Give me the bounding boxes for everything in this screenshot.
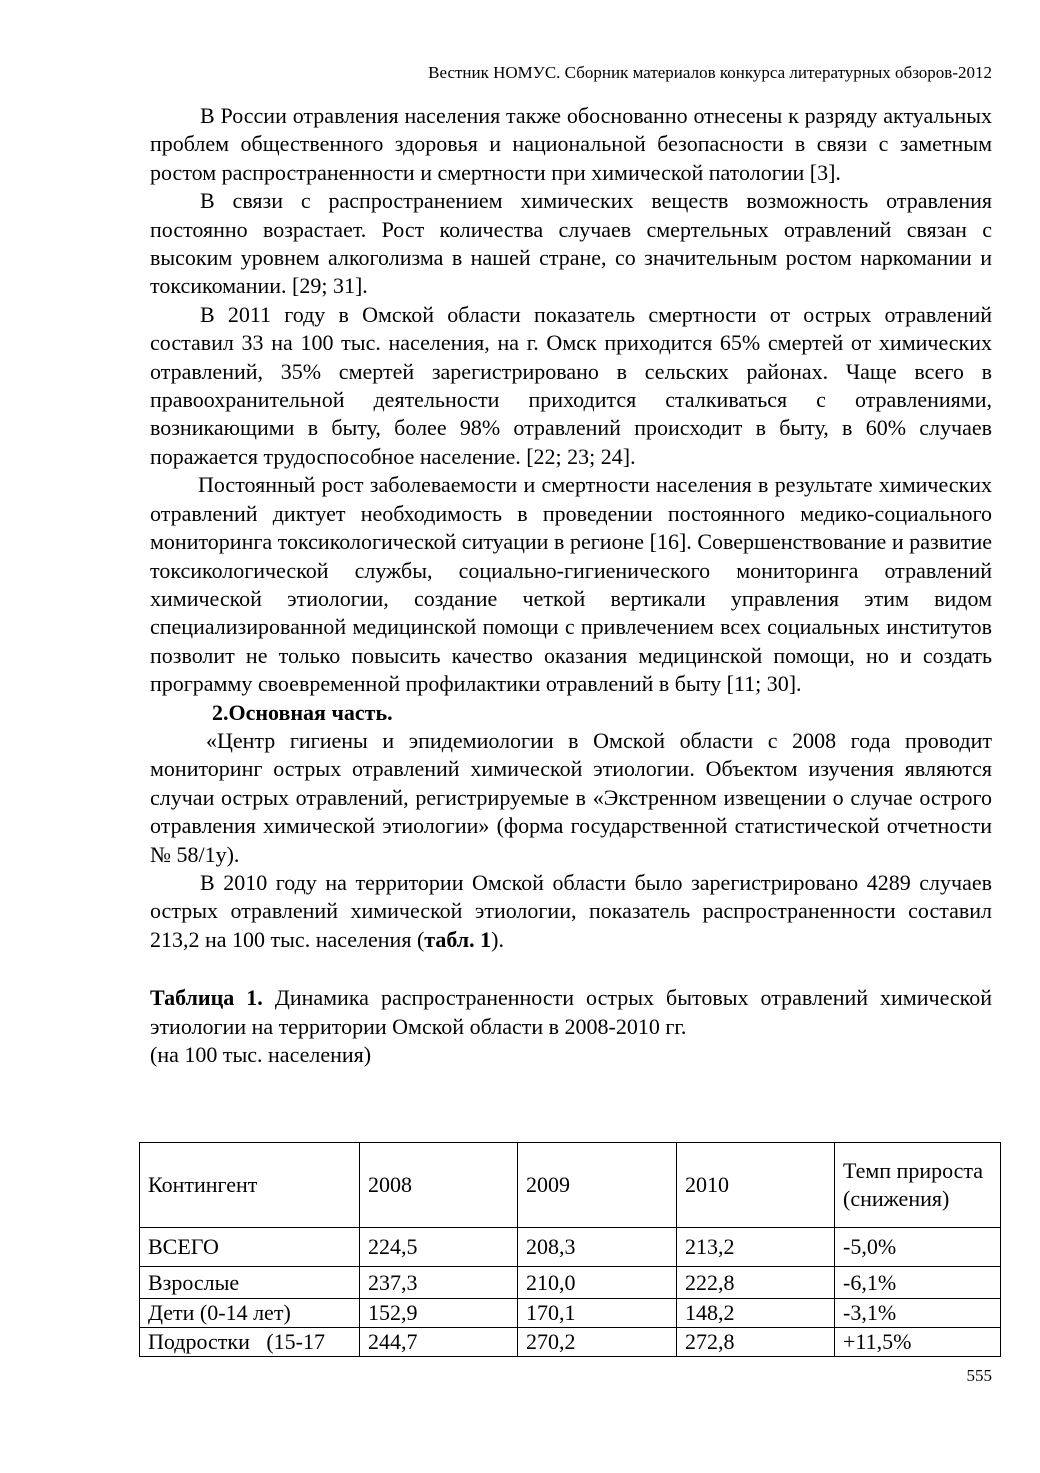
cell: 237,3 [360,1267,518,1299]
paragraph-tail: ). [491,926,504,952]
body-text [150,102,992,1069]
cell: 222,8 [677,1267,835,1299]
table-row [140,1267,1001,1299]
header-cell: 2010 [677,1143,835,1228]
running-header: Вестник НОМУС. Сборник материалов конкурса литературных обзоров-2012 [428,63,992,82]
table-reference: табл. 1 [424,926,492,952]
table-caption-text: Динамика распространенности острых бытовых отравлений химической этиологии на территории Омской области в 2008-2010 гг. [150,985,992,1039]
paragraph: В 2011 году в Омской области показатель смертности от острых отравлений составил 33 на 100 тыс. населения, на г. Омск приходится 65% смертей от химических отравлений, 35% смертей зарегистрировано в сельских районах. Чаще всего в правоохранительной деятельности приходится сталкиваться с отравлениями, возникающими в быту, более 98% отравлений происходит в быту, в 60% случаев поражается трудоспособное население. [22; 23; 24]. [150,301,992,469]
table-unit-note: (на 100 тыс. населения) [150,1042,372,1067]
paragraph [150,869,992,954]
cell: 148,2 [677,1299,835,1328]
cell: 244,7 [360,1328,518,1357]
header-cell: 2008 [360,1143,518,1228]
cell: 170,1 [518,1299,677,1328]
paragraph: «Центр гигиены и эпидемиологии в Омской области с 2008 года проводит мониторинг острых отравлений химической этиологии. Объектом изучения являются случаи острых отравлений, регистрируемые в «Экстренном извещении о случае острого отравления химической этиологии» (форма государственной статистической отчетности № 58/1у). [150,727,992,867]
cell: Взрослые [140,1267,360,1299]
cell: 213,2 [677,1228,835,1267]
paragraph: Постоянный рост заболеваемости и смертности населения в результате химических отравлений диктует необходимость в проведении постоянного медико-социального мониторинга токсикологической ситуации в регионе [16]. Совершенствование и развитие токсикологической службы, социально-гигиенического мониторинга отравлений химической этиологии, создание четкой вертикали управления этим видом специализированной медицинской помощи с привлечением всех социальных институтов позволит не только повысить качество оказания медицинской помощи, но и создать программу своевременной профилактики отравлений в быту [11; 30]. [150,472,992,697]
header-cell: 2009 [518,1143,677,1228]
cell: 272,8 [677,1328,835,1357]
table-header-row [140,1143,1001,1228]
table-row [140,1328,1001,1357]
paragraph: В связи с распространением химических веществ возможность отравления постоянно возрастает. Рост количества случаев смертельных отравлений связан с высоким уровнем алкоголизма в нашей стране, со значительным ростом наркомании и токсикомании. [29; 31]. [150,188,992,299]
cell: +11,5% [835,1328,1001,1357]
cell: 152,9 [360,1299,518,1328]
header-cell: Темп прироста (снижения) [835,1143,1001,1228]
cell: -6,1% [835,1267,1001,1299]
cell: ВСЕГО [140,1228,360,1267]
table-caption [150,984,992,1041]
header-cell: Контингент [140,1143,360,1228]
cell: 210,0 [518,1267,677,1299]
table-caption-label: Таблица 1. [150,985,263,1011]
page-number: 555 [966,1366,992,1385]
table-row [140,1228,1001,1267]
section-heading: 2.Основная часть. [212,699,393,725]
cell: 208,3 [518,1228,677,1267]
paragraph: В России отравления населения также обоснованно отнесены к разряду актуальных проблем общественного здоровья и национальной безопасности в связи с заметным ростом распространенности и смертности при химической патологии [3]. [150,103,992,185]
cell: 270,2 [518,1328,677,1357]
cell: -3,1% [835,1299,1001,1328]
table-row [140,1299,1001,1328]
data-table [139,1142,1001,1357]
cell: Дети (0-14 лет) [140,1299,360,1328]
cell: 224,5 [360,1228,518,1267]
paragraph-text: В 2010 году на территории Омской области было зарегистрировано 4289 случаев острых отравлений химической этиологии, показатель распространенности составил 213,2 на 100 тыс. населения ( [150,869,992,952]
cell: Подростки (15-17 [140,1328,360,1357]
cell: -5,0% [835,1228,1001,1267]
